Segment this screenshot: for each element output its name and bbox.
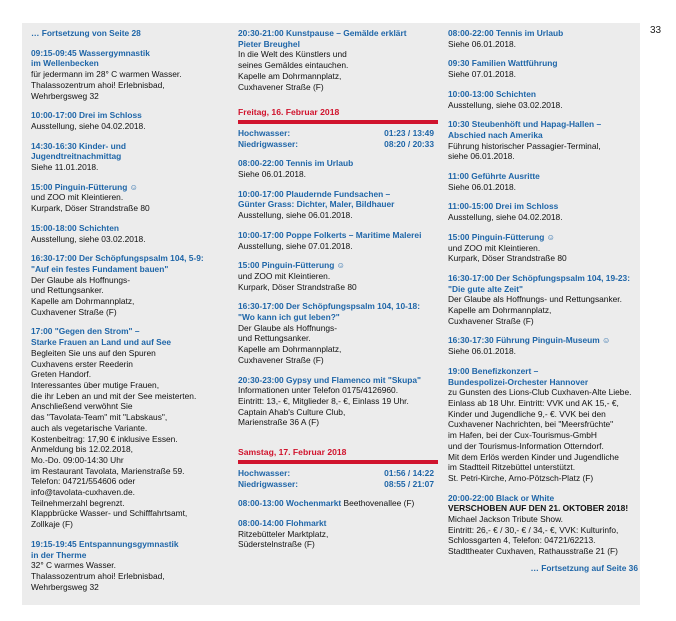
event-text: Klappbrücke Wasser- und Schifffahrtsamt,: [31, 508, 188, 519]
event-text: Marienstraße 36 A (F): [238, 417, 319, 428]
event-title: [448, 284, 638, 295]
event-text: Cuxhavener Nachrichten, bei "Meersfrüchte": [448, 419, 614, 430]
event-text: Greten Handorf.: [31, 369, 92, 380]
event-title: [238, 518, 438, 529]
event-title-text: 14:30-16:30 Kinder- und: [31, 140, 126, 151]
event-title-text: 11:00-15:00 Drei im Schloss: [448, 201, 559, 212]
event-list: [238, 28, 438, 92]
tide-label: Hochwasser:: [238, 127, 291, 138]
event-text: Kapelle am Dohrmannplatz,: [448, 305, 552, 316]
event-title-text: 11:00 Geführte Ausritte: [448, 171, 540, 182]
event-item: [31, 253, 227, 317]
event-title: [31, 223, 227, 234]
event-notice: VERSCHOBEN AUF DEN 21. OKTOBER 2018!: [448, 503, 629, 514]
event-item: [448, 58, 638, 79]
event-text: Zollkaje (F): [31, 519, 73, 530]
tide-table: [238, 128, 438, 149]
event-text: Thalassozentrum ahoi! Erlebnisbad,: [31, 79, 165, 90]
event-item: [238, 518, 438, 550]
event-text: Siehe 06.01.2018.: [448, 346, 516, 357]
event-text: Mit dem Erlös werden Kinder und Jugendliche: [448, 451, 619, 462]
event-title: [238, 28, 438, 39]
event-text: Eintritt: 13,- €, Mitglieder 8,- €, Einlass 19 Uhr.: [238, 395, 409, 406]
tide-table: [238, 468, 438, 489]
event-item: [238, 28, 438, 92]
day-heading-label: Freitag, 16. Februar 2018: [238, 107, 340, 118]
event-text: Cuxhavener Straße (F): [238, 81, 324, 92]
event-text: und der Tourismus-Information Otterndorf.: [448, 440, 604, 451]
day-heading-saturday: [238, 447, 438, 464]
continued-to: … Fortsetzung auf Seite 36: [530, 562, 638, 573]
event-item: [31, 326, 227, 529]
event-list: [448, 28, 638, 557]
event-item: [448, 273, 638, 327]
event-title: [448, 377, 638, 388]
event-text: Ausstellung, siehe 03.02.2018.: [448, 99, 563, 110]
event-text: Ausstellung, siehe 04.02.2018.: [448, 212, 563, 223]
event-item: [448, 366, 638, 484]
event-title: [31, 253, 227, 264]
event-title-text: "Wo kann ich gut leben?": [238, 312, 340, 323]
event-text: Thalassozentrum ahoi! Erlebnisbad,: [31, 570, 165, 581]
column-3: [448, 28, 638, 574]
event-title-text: 20:30-21:00 Kunstpause – Gemälde erklärt: [238, 28, 407, 38]
event-text: Schlossgarten 4, Telefon: 04721/62213.: [448, 535, 596, 546]
event-location: Beethovenallee (F): [341, 498, 415, 509]
event-text: Cuxhavens erster Reederin: [31, 358, 133, 369]
event-title-text: 15:00 Pinguin-Fütterung ☺: [31, 181, 139, 192]
event-list: [238, 158, 438, 428]
event-title-text: 20:00-22:00 Black or White: [448, 492, 555, 503]
event-text: Teilnehmerzahl begrenzt.: [31, 497, 125, 508]
event-title-text: 15:00 Pinguin-Fütterung ☺: [448, 231, 556, 242]
tide-row: [238, 139, 438, 150]
event-title-text: 08:00-14:00 Flohmarkt: [238, 517, 327, 528]
event-text: und Rettungsanker.: [31, 285, 104, 296]
event-title: [448, 232, 638, 243]
event-title-text: 10:00-13:00 Schichten: [448, 88, 536, 99]
tide-value: 01:23 / 13:49: [384, 127, 434, 138]
event-text: St. Petri-Kirche, Arno-Pötzsch-Platz (F): [448, 472, 594, 483]
event-title: [448, 273, 638, 284]
event-title: [31, 337, 227, 348]
event-text: In die Welt des Künstlers und: [238, 49, 347, 60]
event-title-text: 08:00-22:00 Tennis im Urlaub: [448, 28, 564, 38]
event-text: Anschließend verwöhnt Sie: [31, 401, 133, 412]
event-title: [31, 539, 227, 550]
event-item: [238, 301, 438, 365]
event-title: [448, 28, 638, 39]
event-title-text: Abschied nach Amerika: [448, 129, 543, 140]
event-text: Siehe 11.01.2018.: [31, 162, 99, 173]
event-title: [31, 550, 227, 561]
event-list: [31, 48, 227, 593]
tide-row: [238, 128, 438, 139]
event-text: Kinder und Jugendliche 9,- €. VVK bei den: [448, 408, 606, 419]
event-text: Der Glaube als Hoffnungs-: [31, 274, 131, 285]
event-title-text: 16:30-17:00 Der Schöpfungspsalm 104, 5-9:: [31, 253, 204, 264]
event-text: Interessantes über mutige Frauen,: [31, 379, 160, 390]
event-title-text: 10:00-17:00 Poppe Folkerts – Maritime Malerei: [238, 229, 422, 240]
event-text: und Rettungsanker.: [238, 333, 311, 344]
event-title-text: 16:30-17:00 Der Schöpfungspsalm 104, 10-18:: [238, 301, 421, 312]
page-number: 33: [650, 25, 662, 36]
event-text: Ausstellung, siehe 07.01.2018.: [238, 240, 353, 251]
event-item: [238, 498, 438, 509]
event-title: [448, 89, 638, 100]
event-item: [448, 119, 638, 162]
event-text: im Hafen, bei der Cux-Tourismus-GmbH: [448, 430, 597, 441]
event-text: Begleiten Sie uns auf den Spuren: [31, 347, 156, 358]
event-title-text: 10:00-17:00 Plaudernde Fundsachen –: [238, 188, 391, 199]
event-title: [238, 158, 438, 169]
tide-label: Niedrigwasser:: [238, 478, 299, 489]
event-title: [238, 260, 438, 271]
event-title-text: 16:30-17:30 Führung Pinguin-Museum ☺: [448, 335, 611, 346]
event-item: [31, 141, 227, 173]
event-text: Kapelle am Dohrmannplatz,: [238, 70, 342, 81]
event-item: [238, 230, 438, 251]
event-title: [238, 199, 438, 210]
event-title: [31, 326, 227, 337]
column-1: [31, 28, 227, 601]
event-title: [448, 201, 638, 212]
event-title: [448, 493, 638, 504]
event-title-text: 17:00 "Gegen den Strom" –: [31, 326, 140, 337]
event-text: Anmeldung bis 12.02.2018,: [31, 444, 133, 455]
event-title-text: Jugendtreitnachmittag: [31, 151, 122, 162]
event-item: [448, 28, 638, 49]
day-heading-friday: [238, 107, 438, 124]
event-title: [31, 141, 227, 152]
event-text: und ZOO mit Kleintieren.: [448, 242, 541, 253]
event-item: [238, 158, 438, 179]
event-title: [31, 264, 227, 275]
event-text: siehe 06.01.2018.: [448, 151, 515, 162]
event-text: 32° C warmes Wasser.: [31, 560, 116, 571]
event-text: Ausstellung, siehe 04.02.2018.: [31, 120, 146, 131]
event-title-text: 08:00-22:00 Tennis im Urlaub: [238, 158, 354, 169]
event-text: für jedermann im 28° C warmen Wasser.: [31, 69, 182, 80]
event-title: [448, 58, 638, 69]
event-title-text: 10:30 Steubenhöft und Hapag-Hallen –: [448, 119, 602, 130]
day-heading-bar: [238, 460, 438, 464]
event-title: [31, 110, 227, 121]
event-text: im Stadtteil Ritzebüttel unterstützt.: [448, 462, 576, 473]
event-item: [448, 171, 638, 192]
event-title-text: "Auf ein festes Fundament bauen": [31, 263, 169, 274]
event-text: Kurpark, Döser Strandstraße 80: [238, 281, 357, 292]
event-title: [238, 230, 438, 241]
event-title: [238, 39, 438, 50]
event-text: Der Glaube als Hoffnungs- und Rettungsanker.: [448, 294, 622, 305]
event-title-text: "Die gute alte Zeit": [448, 283, 523, 294]
event-title-text: im Wellenbecken: [31, 58, 99, 69]
event-text: Kurpark, Döser Strandstraße 80: [448, 253, 567, 264]
event-title-text: 09:15-09:45 Wassergymnastik: [31, 47, 150, 58]
event-title-text: Starke Frauen an Land und auf See: [31, 337, 172, 348]
event-title: [238, 189, 438, 200]
event-text: Ausstellung, siehe 06.01.2018.: [238, 210, 353, 221]
event-title: [448, 171, 638, 182]
event-text: Siehe 06.01.2018.: [448, 181, 516, 192]
day-heading-label: Samstag, 17. Februar 2018: [238, 447, 347, 458]
tide-value: 08:55 / 21:07: [384, 478, 434, 489]
event-text: und ZOO mit Kleintieren.: [31, 192, 124, 203]
event-text: Stadttheater Cuxhaven, Rathausstraße 21 (F): [448, 546, 618, 557]
event-text: Michael Jackson Tribute Show.: [448, 514, 563, 525]
event-title-text: Günter Grass: Dichter, Maler, Bildhauer: [238, 199, 395, 210]
event-list: [238, 498, 438, 550]
event-title: [238, 301, 438, 312]
event-item: [31, 223, 227, 244]
event-text: Wehrbergsweg 32: [31, 581, 99, 592]
event-text: Ritzebütteler Marktplatz,: [238, 528, 329, 539]
event-item: [31, 48, 227, 102]
event-title-text: 16:30-17:00 Der Schöpfungspsalm 104, 19-23:: [448, 272, 631, 283]
event-text: Führung historischer Passagier-Terminal,: [448, 140, 601, 151]
event-text: Mo.-Do. 09:00-14:30 Uhr: [31, 454, 124, 465]
event-title-text: in der Therme: [31, 549, 87, 560]
event-title-text: Bundespolizei-Orchester Hannover: [448, 376, 589, 387]
event-text: Siehe 06.01.2018.: [448, 38, 516, 49]
event-text: Kapelle am Dohrmannplatz,: [31, 296, 135, 307]
event-text: und ZOO mit Kleintieren.: [238, 270, 331, 281]
event-title-text: Pieter Breughel: [238, 38, 300, 49]
event-text: im Restaurant Tavolata, Marienstraße 59.: [31, 465, 185, 476]
event-text: seines Gemäldes eintauchen.: [238, 60, 349, 71]
event-item: [238, 375, 438, 429]
event-item: [448, 232, 638, 264]
event-title: [448, 366, 638, 377]
event-item: [448, 493, 638, 557]
event-title-text: 20:30-23:00 Gypsy und Flamenco mit "Skupa": [238, 374, 421, 385]
event-text: Siehe 06.01.2018.: [238, 169, 306, 180]
event-text: info@tavolata-cuxhaven.de.: [31, 487, 135, 498]
event-title-text: 19:15-19:45 Entspannungsgymnastik: [31, 538, 179, 549]
event-title-text: 09:30 Familien Wattführung: [448, 58, 558, 69]
event-text: Der Glaube als Hoffnungs-: [238, 322, 338, 333]
event-text: Cuxhavener Straße (F): [31, 306, 117, 317]
event-title-text: 08:00-13:00 Wochenmarkt: [238, 498, 342, 509]
event-text: Kostenbeitrag: 17,90 € inklusive Essen.: [31, 433, 178, 444]
event-title: [448, 335, 638, 346]
event-title: [238, 375, 438, 386]
event-item: [448, 335, 638, 356]
tide-row: [238, 468, 438, 479]
event-item: [31, 110, 227, 131]
event-text: Kurpark, Döser Strandstraße 80: [31, 203, 150, 214]
event-text: Informationen unter Telefon 0175/4126960.: [238, 385, 399, 396]
event-title: [448, 119, 638, 130]
event-title: [31, 48, 227, 59]
event-item: [31, 539, 227, 593]
event-item: [448, 89, 638, 110]
event-text: Telefon: 04721/554606 oder: [31, 476, 136, 487]
event-text: Eintritt: 26,- € / 30,- € / 34,- €, VVK: Kulturinfo,: [448, 524, 619, 535]
event-title: [448, 130, 638, 141]
event-text: Siehe 07.01.2018.: [448, 69, 516, 80]
event-text: Kapelle am Dohrmannplatz,: [238, 344, 342, 355]
event-text: Süderstelnstraße (F): [238, 539, 315, 550]
tide-row: [238, 479, 438, 490]
event-text: Wehrbergsweg 32: [31, 90, 99, 101]
event-text: die ihr Leben an und mit der See meisterten.: [31, 390, 197, 401]
tide-label: Hochwasser:: [238, 467, 291, 478]
event-title-text: 15:00-18:00 Schichten: [31, 222, 119, 233]
tide-value: 08:20 / 20:33: [384, 138, 434, 149]
day-heading-bar: [238, 120, 438, 124]
event-item: [238, 189, 438, 221]
event-title-text: 10:00-17:00 Drei im Schloss: [31, 110, 142, 121]
event-title: [238, 312, 438, 323]
event-text: Cuxhavener Straße (F): [448, 315, 534, 326]
event-title: [238, 498, 438, 509]
event-title: [31, 58, 227, 69]
continued-from: … Fortsetzung von Seite 28: [31, 28, 141, 38]
event-title-text: 15:00 Pinguin-Fütterung ☺: [238, 260, 346, 271]
event-text: Einlass ab 18 Uhr. Eintritt: VVK und AK 15,- €,: [448, 397, 619, 408]
tide-label: Niedrigwasser:: [238, 138, 299, 149]
event-title-text: 19:00 Benefizkonzert –: [448, 365, 539, 376]
column-2: [238, 28, 438, 559]
event-text: Captain Ahab's Culture Club,: [238, 406, 346, 417]
event-text: zu Gunsten des Lions-Club Cuxhaven-Alte Liebe.: [448, 387, 632, 398]
event-text: Ausstellung, siehe 03.02.2018.: [31, 233, 146, 244]
event-text: das "Tavolata-Team" mit "Labskaus",: [31, 412, 168, 423]
event-title: [31, 182, 227, 193]
event-text: Cuxhavener Straße (F): [238, 354, 324, 365]
event-title: [31, 151, 227, 162]
event-item: [31, 182, 227, 214]
tide-value: 01:56 / 14:22: [384, 467, 434, 478]
event-item: [448, 201, 638, 222]
event-text: auch als vegetarische Variante.: [31, 422, 148, 433]
event-item: [238, 260, 438, 292]
